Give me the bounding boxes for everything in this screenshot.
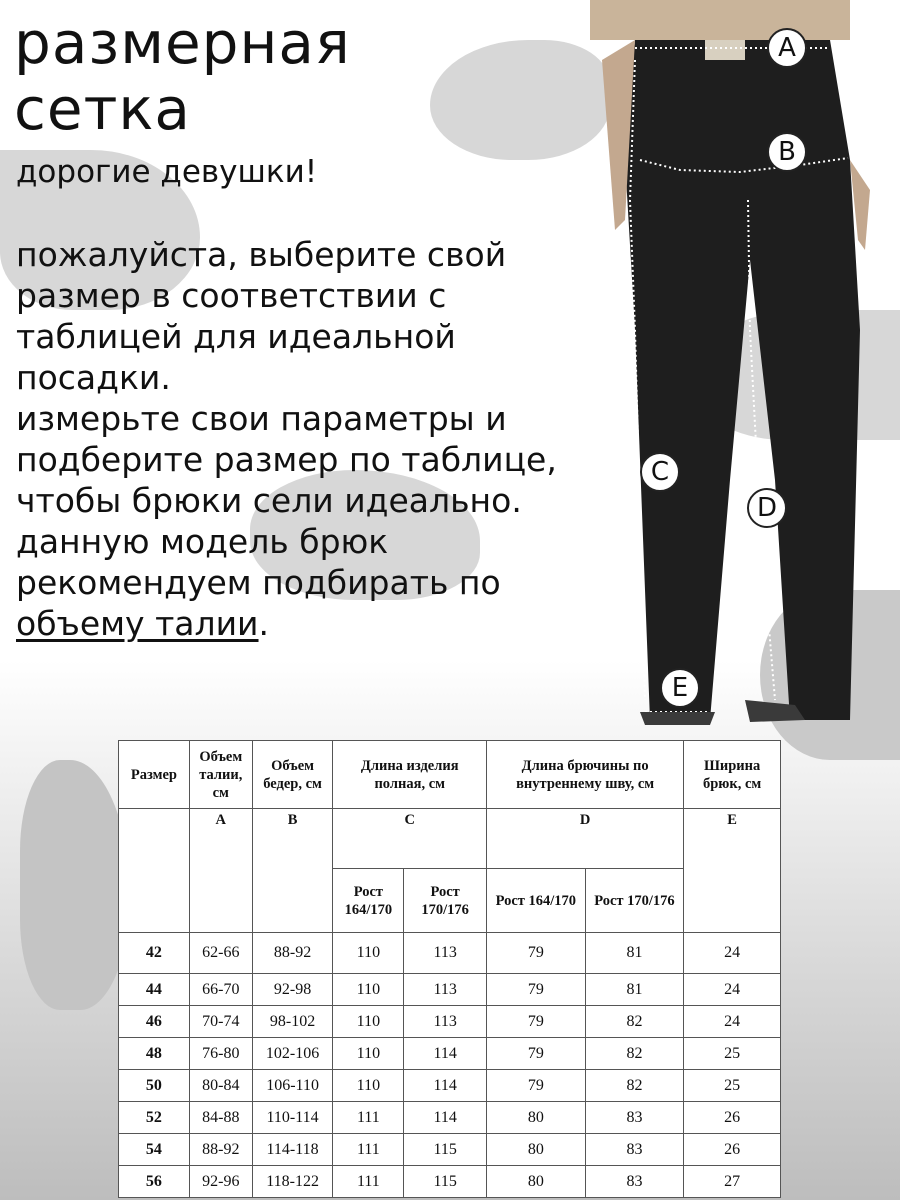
cell-waist: 92-96 bbox=[189, 1166, 252, 1198]
trousers-illustration bbox=[560, 0, 900, 730]
header-width: Ширина брюк, см bbox=[684, 741, 781, 809]
instructions-paragraph-1: пожалуйста, выберите свой размер в соответствии с таблицей для идеальной посадки. bbox=[16, 235, 507, 397]
cell-d2: 83 bbox=[585, 1134, 684, 1166]
cell-size: 48 bbox=[119, 1038, 190, 1070]
header-size: Размер bbox=[119, 741, 190, 809]
waist-emphasis: объему талии bbox=[16, 604, 259, 643]
cell-e: 25 bbox=[684, 1070, 781, 1102]
cell-size: 56 bbox=[119, 1166, 190, 1198]
cell-d2: 83 bbox=[585, 1102, 684, 1134]
cell-waist: 62-66 bbox=[189, 933, 252, 974]
cell-d1: 80 bbox=[487, 1102, 586, 1134]
cell-hips: 114-118 bbox=[252, 1134, 333, 1166]
cell-c1: 110 bbox=[333, 933, 404, 974]
height-c1: Рост 164/170 bbox=[333, 869, 404, 933]
height-c2: Рост 170/176 bbox=[404, 869, 487, 933]
cell-c2: 113 bbox=[404, 1006, 487, 1038]
cell-d2: 82 bbox=[585, 1006, 684, 1038]
cell-d1: 79 bbox=[487, 1006, 586, 1038]
letter-d: D bbox=[487, 809, 684, 869]
subtitle: дорогие девушки! bbox=[16, 154, 318, 190]
measure-label-a: A bbox=[767, 28, 807, 68]
cell-c1: 110 bbox=[333, 974, 404, 1006]
cell-c2: 114 bbox=[404, 1070, 487, 1102]
cell-c1: 111 bbox=[333, 1166, 404, 1198]
cell-size: 46 bbox=[119, 1006, 190, 1038]
cell-hips: 102-106 bbox=[252, 1038, 333, 1070]
instructions-paragraph-3: данную модель брюк рекомендуем подбирать по объему талии. bbox=[16, 522, 501, 643]
letter-b: B bbox=[252, 809, 333, 933]
cell-e: 25 bbox=[684, 1038, 781, 1070]
table-row bbox=[119, 1102, 781, 1134]
table-row bbox=[119, 974, 781, 1006]
cell-e: 24 bbox=[684, 1006, 781, 1038]
empty-cell bbox=[119, 809, 190, 933]
cell-c2: 115 bbox=[404, 1166, 487, 1198]
table-row bbox=[119, 1070, 781, 1102]
cell-waist: 88-92 bbox=[189, 1134, 252, 1166]
cell-waist: 76-80 bbox=[189, 1038, 252, 1070]
table-letter-row bbox=[119, 809, 781, 869]
cell-e: 24 bbox=[684, 974, 781, 1006]
cell-size: 54 bbox=[119, 1134, 190, 1166]
cell-e: 24 bbox=[684, 933, 781, 974]
measure-label-c: C bbox=[640, 452, 680, 492]
cell-d2: 82 bbox=[585, 1070, 684, 1102]
height-d1: Рост 164/170 bbox=[487, 869, 586, 933]
instructions-paragraph-2: измерьте свои параметры и подберите размер по таблице, чтобы брюки сели идеально. bbox=[16, 399, 557, 520]
letter-e: E bbox=[684, 809, 781, 933]
cell-c2: 114 bbox=[404, 1038, 487, 1070]
cell-hips: 92-98 bbox=[252, 974, 333, 1006]
measure-label-e: E bbox=[660, 668, 700, 708]
cell-d1: 79 bbox=[487, 933, 586, 974]
cell-hips: 88-92 bbox=[252, 933, 333, 974]
background-blob bbox=[20, 760, 130, 1010]
cell-e: 26 bbox=[684, 1102, 781, 1134]
header-inseam: Длина брючины по внутреннему шву, см bbox=[487, 741, 684, 809]
cell-c1: 111 bbox=[333, 1134, 404, 1166]
letter-c: C bbox=[333, 809, 487, 869]
table-row bbox=[119, 1134, 781, 1166]
table-header-row bbox=[119, 741, 781, 809]
measure-label-b: B bbox=[767, 132, 807, 172]
cell-d1: 80 bbox=[487, 1166, 586, 1198]
cell-d1: 79 bbox=[487, 974, 586, 1006]
table-row bbox=[119, 1166, 781, 1198]
cell-d1: 79 bbox=[487, 1070, 586, 1102]
cell-c1: 111 bbox=[333, 1102, 404, 1134]
table-row bbox=[119, 1038, 781, 1070]
cell-waist: 66-70 bbox=[189, 974, 252, 1006]
cell-c2: 114 bbox=[404, 1102, 487, 1134]
cell-d2: 81 bbox=[585, 933, 684, 974]
cell-d2: 83 bbox=[585, 1166, 684, 1198]
cell-c2: 115 bbox=[404, 1134, 487, 1166]
cell-hips: 118-122 bbox=[252, 1166, 333, 1198]
cell-c2: 113 bbox=[404, 974, 487, 1006]
cell-hips: 110-114 bbox=[252, 1102, 333, 1134]
cell-d1: 80 bbox=[487, 1134, 586, 1166]
cell-e: 26 bbox=[684, 1134, 781, 1166]
measure-label-d: D bbox=[747, 488, 787, 528]
header-full-length: Длина изделия полная, см bbox=[333, 741, 487, 809]
size-chart-table bbox=[118, 740, 781, 1198]
cell-c1: 110 bbox=[333, 1038, 404, 1070]
cell-waist: 70-74 bbox=[189, 1006, 252, 1038]
cell-hips: 98-102 bbox=[252, 1006, 333, 1038]
page-title: размерная сетка bbox=[14, 9, 351, 143]
cell-size: 44 bbox=[119, 974, 190, 1006]
height-d2: Рост 170/176 bbox=[585, 869, 684, 933]
cell-c1: 110 bbox=[333, 1006, 404, 1038]
header-hips: Объем бедер, см bbox=[252, 741, 333, 809]
cell-d2: 81 bbox=[585, 974, 684, 1006]
cell-size: 42 bbox=[119, 933, 190, 974]
cell-hips: 106-110 bbox=[252, 1070, 333, 1102]
cell-waist: 84-88 bbox=[189, 1102, 252, 1134]
cell-e: 27 bbox=[684, 1166, 781, 1198]
cell-c1: 110 bbox=[333, 1070, 404, 1102]
table-row bbox=[119, 933, 781, 974]
letter-a: A bbox=[189, 809, 252, 933]
cell-c2: 113 bbox=[404, 933, 487, 974]
cell-waist: 80-84 bbox=[189, 1070, 252, 1102]
instructions-text bbox=[16, 234, 596, 644]
cell-d2: 82 bbox=[585, 1038, 684, 1070]
cell-size: 52 bbox=[119, 1102, 190, 1134]
header-waist: Объем талии, см bbox=[189, 741, 252, 809]
cell-size: 50 bbox=[119, 1070, 190, 1102]
cell-d1: 79 bbox=[487, 1038, 586, 1070]
table-row bbox=[119, 1006, 781, 1038]
